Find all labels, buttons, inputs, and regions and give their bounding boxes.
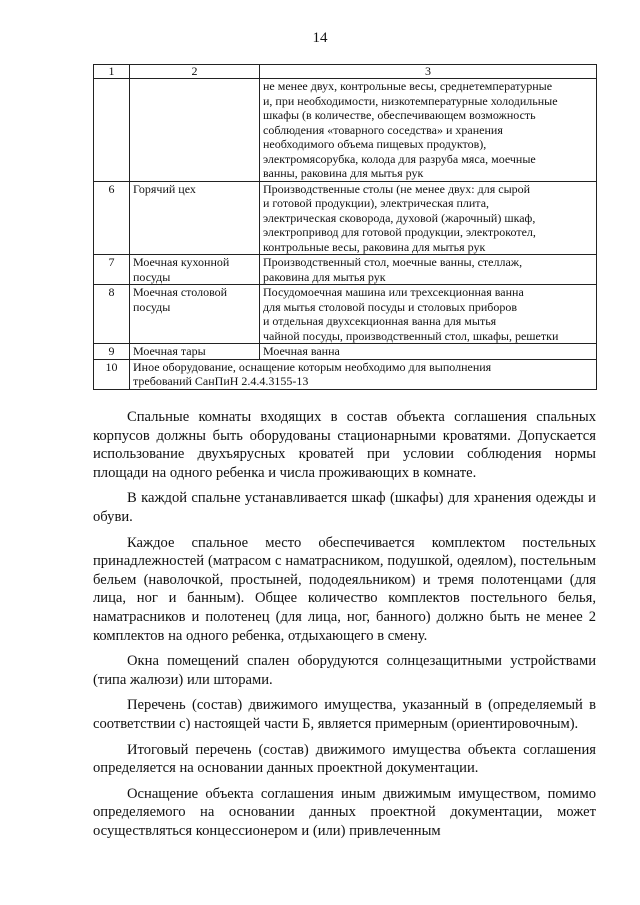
room-name-line: посуды: [133, 299, 171, 314]
page-number: 14: [312, 30, 328, 46]
equipment-line: Посудомоечная машина или трехсекционная ванна: [263, 285, 524, 299]
room-name-line: Моечная кухонной: [133, 255, 230, 269]
equipment-line: электрическая сковорода, духовой (жарочный) шкаф,: [263, 210, 536, 225]
equipment-line: и готовой продукции), электрическая плита,: [263, 196, 490, 210]
paragraph: В каждой спальне устанавливается шкаф (шкафы) для хранения одежды и обуви.: [93, 490, 596, 525]
equipment-line: ванны, раковина для мытья рук: [263, 166, 424, 180]
paragraph: Оснащение объекта соглашения иным движимым имуществом, помимо определяемого на основании данных проектной документации, может осуществляться концессионером и (или) привлеченным: [93, 785, 596, 839]
row-number: 10: [94, 359, 130, 389]
equipment-list: [260, 181, 597, 255]
equipment-line: контрольные весы, раковина для мытья рук: [263, 239, 486, 254]
other-equipment-cell: [130, 359, 597, 389]
paragraph: Перечень (состав) движимого имущества, указанный в (определяемый в соответствии с) настоящей части Б, является примерным (ориентировочным).: [93, 697, 596, 732]
room-name-line: посуды: [133, 269, 171, 284]
row-number: 8: [94, 285, 130, 344]
equipment-line: Производственный стол, моечные ванны, стеллаж,: [263, 255, 523, 269]
other-equipment-line: требований СанПиН 2.4.4.3155-13: [133, 374, 309, 388]
room-name: [130, 79, 260, 182]
equipment-list: [260, 285, 597, 344]
table-row: [94, 255, 597, 285]
paragraph: Спальные комнаты входящих в состав объекта соглашения спальных корпусов должны быть оборудованы стационарными кроватями. Допускается использование двухъярусных кроватей при условии соблюдения нормы площади на одного ребенка и числа проживающих в комнате.: [93, 409, 596, 481]
paragraph: Окна помещений спален оборудуются солнцезащитными устройствами (типа жалюзи) или шторами.: [93, 653, 596, 688]
equipment-line: Моечная ванна: [263, 344, 340, 358]
paragraph: Итоговый перечень (состав) движимого имущества объекта соглашения определяется на основании данных проектной документации.: [93, 741, 596, 777]
equipment-line: и отдельная двухсекционная ванна для мытья: [263, 314, 497, 328]
equipment-line: электропривод для готовой продукции, электрокотел,: [263, 225, 536, 239]
room-name-line: Моечная столовой: [133, 285, 228, 299]
row-number: 9: [94, 344, 130, 360]
table-row: [94, 79, 597, 182]
equipment-line: чайной посуды, производственный стол, шкафы, решетки: [263, 328, 559, 343]
header-cell-2: 2: [130, 65, 260, 79]
body-text: [93, 408, 596, 840]
other-equipment-line: Иное оборудование, оснащение которым необходимо для выполнения: [133, 359, 492, 374]
row-number: 7: [94, 255, 130, 285]
room-name-line: Моечная тары: [133, 344, 206, 358]
table-row: [94, 285, 597, 344]
equipment-line: раковина для мытья рук: [263, 269, 386, 284]
room-name: [130, 181, 260, 255]
equipment-line: шкафы (в количестве, обеспечивающем возможность: [263, 108, 536, 122]
paragraph: Каждое спальное место обеспечивается комплектом постельных принадлежностей (матрасом с наматрасником, подушкой, одеялом), постельным бельем (наволочкой, простыней, пододеяльником) и тремя полотенцами (для лица, ног и банным). Общее количество комплектов постельного белья, наматрасников и полотенец (для лица, ног, банного) должно быть не менее 2 комплектов на одного ребенка, отдыхающего в смену.: [93, 534, 596, 644]
equipment-line: электромясорубка, колода для разруба мяса, моечные: [263, 151, 536, 166]
equipment-list: [260, 344, 597, 360]
table-row: [94, 181, 597, 255]
equipment-list: [260, 255, 597, 285]
room-name-line: Горячий цех: [133, 181, 196, 196]
equipment-line: необходимого объема пищевых продуктов),: [263, 137, 487, 151]
equipment-line: соблюдения «товарного соседства» и хранения: [263, 122, 503, 137]
equipment-line: не менее двух, контрольные весы, среднетемпературные: [263, 79, 553, 93]
table-row: [94, 344, 597, 360]
header-cell-1: 1: [94, 65, 130, 79]
equipment-line: для мытья столовой посуды и столовых приборов: [263, 299, 518, 314]
room-name: [130, 285, 260, 344]
table-row: [94, 359, 597, 389]
row-number: [94, 79, 130, 182]
row-number: 6: [94, 181, 130, 255]
table-header-row: [94, 65, 597, 79]
header-cell-3: 3: [260, 65, 597, 79]
equipment-table: [93, 64, 597, 390]
equipment-list: [260, 79, 597, 182]
room-name: [130, 255, 260, 285]
equipment-line: и, при необходимости, низкотемпературные холодильные: [263, 93, 558, 108]
equipment-line: Производственные столы (не менее двух: для сырой: [263, 181, 531, 196]
room-name: [130, 344, 260, 360]
